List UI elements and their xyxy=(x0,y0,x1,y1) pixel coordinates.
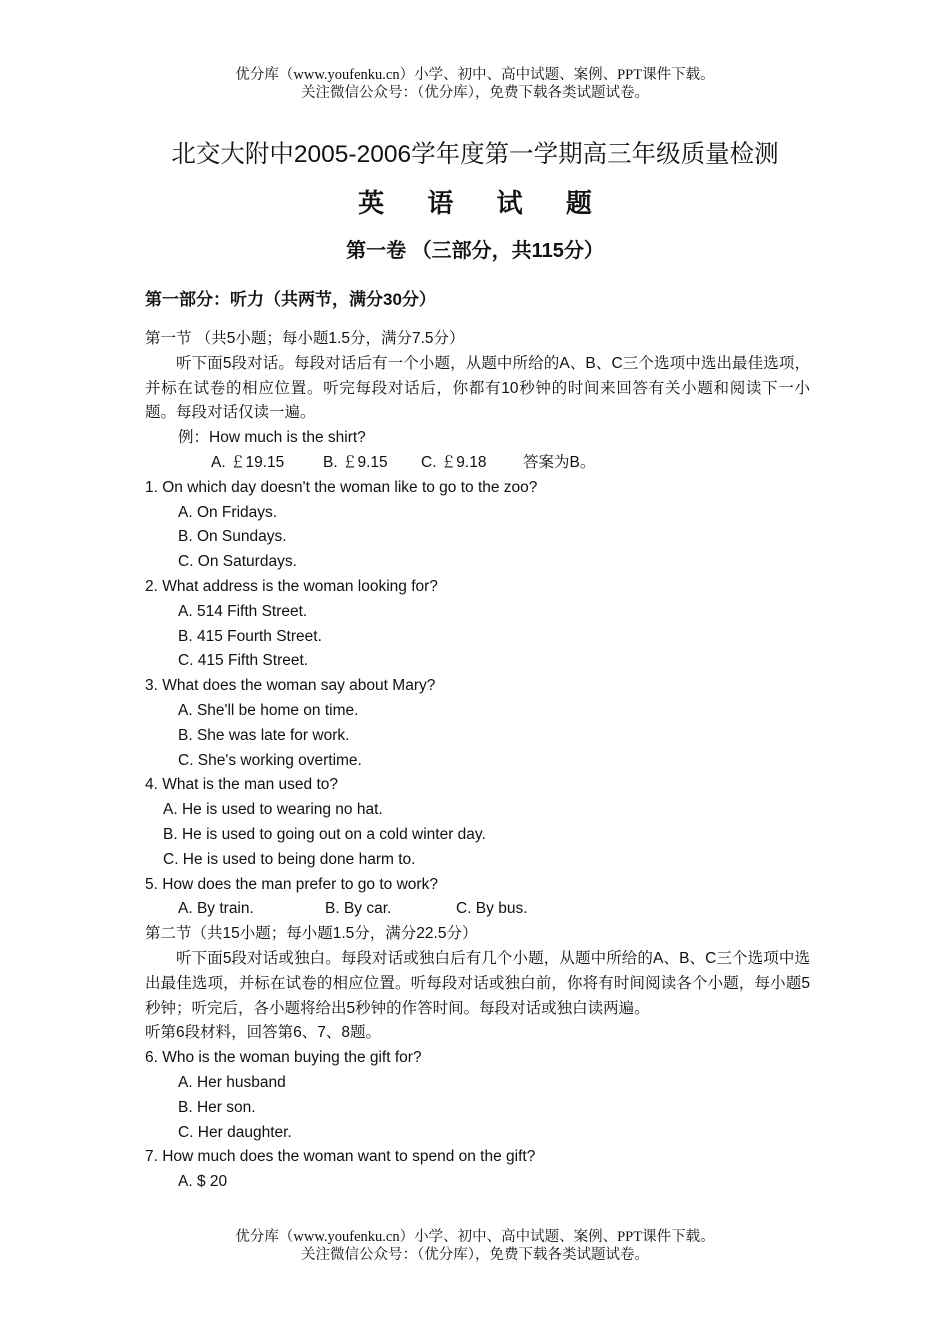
example-option-c: C. ￡9.18 xyxy=(421,453,487,471)
question-4-option-c: C. He is used to being done harm to. xyxy=(163,850,416,868)
question-3-option-b: B. She was late for work. xyxy=(178,726,350,744)
part1-heading: 第一部分：听力（共两节，满分30分） xyxy=(145,290,436,309)
volume-title: 第一卷 （三部分，共115分） xyxy=(346,240,604,262)
question-1-option-b: B. On Sundays. xyxy=(178,528,287,546)
header-line-1: 优分库（www.youfenku.cn）小学、初中、高中试题、案例、PPT课件下载。 xyxy=(235,67,715,83)
question-2-option-b: B. 415 Fourth Street. xyxy=(178,627,322,645)
question-2-option-c: C. 415 Fifth Street. xyxy=(178,652,309,670)
footer-line-2: 关注微信公众号：（优分库），免费下载各类试题试卷。 xyxy=(301,1247,649,1263)
question-1-option-a: A. On Fridays. xyxy=(178,503,278,521)
question-4-option-b: B. He is used to going out on a cold winter day. xyxy=(163,825,486,843)
question-3-stem: 3. What does the woman say about Mary? xyxy=(145,677,436,695)
header-line-2: 关注微信公众号：（优分库），免费下载各类试题试卷。 xyxy=(301,85,649,101)
material-6-note: 听第6段材料，回答第6、7、8题。 xyxy=(145,1024,381,1042)
question-5-options xyxy=(145,897,810,922)
question-1-option-c: C. On Saturdays. xyxy=(178,553,297,571)
question-4-option-a: A. He is used to wearing no hat. xyxy=(163,801,383,819)
question-5-option-b: B. By car. xyxy=(325,900,392,918)
example-options xyxy=(145,451,810,476)
question-6-option-b: B. Her son. xyxy=(178,1098,256,1116)
page-footer xyxy=(0,1228,950,1264)
question-4-stem: 4. What is the man used to? xyxy=(145,776,338,794)
subject-title: 英 语 试 题 xyxy=(358,188,610,218)
question-3-option-a: A. She'll be home on time. xyxy=(178,701,359,719)
example-answer: 答案为B。 xyxy=(523,453,596,471)
question-7-stem: 7. How much does the woman want to spend on the gift? xyxy=(145,1148,536,1166)
question-3-option-c: C. She's working overtime. xyxy=(178,751,362,769)
example-option-a: A. ￡19.15 xyxy=(211,453,285,471)
question-6-stem: 6. Who is the woman buying the gift for? xyxy=(145,1049,422,1067)
question-5-option-c: C. By bus. xyxy=(456,900,528,918)
question-6-option-c: C. Her daughter. xyxy=(178,1123,292,1141)
footer-line-1: 优分库（www.youfenku.cn）小学、初中、高中试题、案例、PPT课件下载。 xyxy=(235,1229,715,1245)
section1-instructions: 听下面5段对话。每段对话后有一个小题，从题中所给的A、B、C三个选项中选出最佳选项，并标在试卷的相应位置。听完每段对话后，你都有10秒钟的时间来回答有关小题和阅读下一小题。每段对话仅读一遍。 xyxy=(145,354,810,422)
question-6-option-a: A. Her husband xyxy=(178,1073,286,1091)
question-2-option-a: A. 514 Fifth Street. xyxy=(178,602,308,620)
exam-content xyxy=(145,287,810,1195)
section2-instructions: 听下面5段对话或独白。每段对话或独白后有几个小题，从题中所给的A、B、C三个选项中选出最佳选项，并标在试卷的相应位置。听每段对话或独白前，你将有时间阅读各个小题，每小题5秒钟；听完后，各小题将给出5秒钟的作答时间。每段对话或独白读两遍。 xyxy=(145,949,810,1017)
question-5-stem: 5. How does the man prefer to go to work? xyxy=(145,875,438,893)
example-option-b: B. ￡9.15 xyxy=(323,453,388,471)
exam-title: 北交大附中2005-2006学年度第一学期高三年级质量检测 xyxy=(171,141,779,168)
question-1-stem: 1. On which day doesn't the woman like to go to the zoo? xyxy=(145,478,538,496)
section1-heading: 第一节 （共5小题；每小题1.5分，满分7.5分） xyxy=(145,330,465,347)
example-question: 例：How much is the shirt? xyxy=(178,429,366,447)
question-5-option-a: A. By train. xyxy=(178,900,254,918)
question-7-option-a: A. $ 20 xyxy=(178,1173,228,1191)
page-header xyxy=(0,66,950,102)
question-2-stem: 2. What address is the woman looking for? xyxy=(145,577,438,595)
section2-heading: 第二节（共15小题；每小题1.5分，满分22.5分） xyxy=(145,925,478,943)
